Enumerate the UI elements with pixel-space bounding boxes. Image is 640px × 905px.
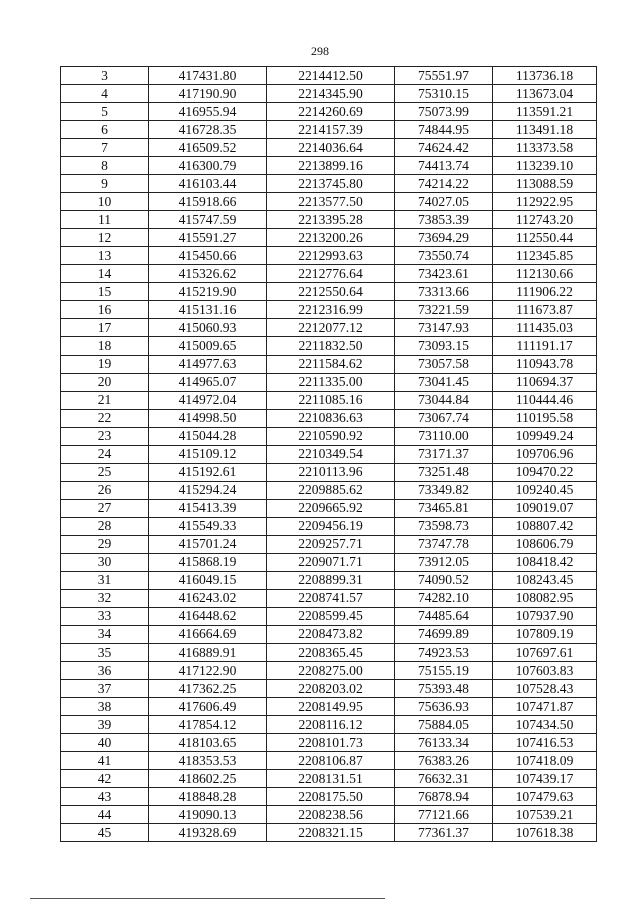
- value-d-cell: 107416.53: [493, 734, 597, 752]
- value-a-cell: 415918.66: [149, 193, 267, 211]
- table-row: [61, 716, 597, 734]
- value-a-cell: 416664.69: [149, 625, 267, 643]
- value-c-cell: 73912.05: [395, 553, 493, 571]
- value-a-cell: 416448.62: [149, 607, 267, 625]
- row-index-cell: 11: [61, 211, 149, 229]
- value-b-cell: 2212316.99: [267, 301, 395, 319]
- row-index-cell: 27: [61, 499, 149, 517]
- table-row: [61, 824, 597, 842]
- value-d-cell: 109949.24: [493, 427, 597, 445]
- table-row: [61, 409, 597, 427]
- value-c-cell: 73853.39: [395, 211, 493, 229]
- table-row: [61, 499, 597, 517]
- row-index-cell: 6: [61, 121, 149, 139]
- row-index-cell: 12: [61, 229, 149, 247]
- value-c-cell: 74923.53: [395, 644, 493, 662]
- row-index-cell: 37: [61, 680, 149, 698]
- value-d-cell: 107528.43: [493, 680, 597, 698]
- value-b-cell: 2213899.16: [267, 157, 395, 175]
- value-c-cell: 73044.84: [395, 391, 493, 409]
- table-row: [61, 734, 597, 752]
- row-index-cell: 21: [61, 391, 149, 409]
- table-row: [61, 644, 597, 662]
- value-b-cell: 2208321.15: [267, 824, 395, 842]
- value-c-cell: 74413.74: [395, 157, 493, 175]
- value-a-cell: 415044.28: [149, 427, 267, 445]
- row-index-cell: 17: [61, 319, 149, 337]
- value-b-cell: 2208101.73: [267, 734, 395, 752]
- value-b-cell: 2208116.12: [267, 716, 395, 734]
- row-index-cell: 24: [61, 445, 149, 463]
- value-d-cell: 109706.96: [493, 445, 597, 463]
- value-b-cell: 2209665.92: [267, 499, 395, 517]
- coordinate-table: [60, 66, 597, 842]
- value-c-cell: 73110.00: [395, 427, 493, 445]
- row-index-cell: 16: [61, 301, 149, 319]
- row-index-cell: 28: [61, 517, 149, 535]
- value-c-cell: 74214.22: [395, 175, 493, 193]
- value-d-cell: 112922.95: [493, 193, 597, 211]
- row-index-cell: 35: [61, 644, 149, 662]
- value-d-cell: 110694.37: [493, 373, 597, 391]
- table-row: [61, 283, 597, 301]
- row-index-cell: 14: [61, 265, 149, 283]
- table-row: [61, 121, 597, 139]
- value-c-cell: 73221.59: [395, 301, 493, 319]
- table-row: [61, 806, 597, 824]
- row-index-cell: 23: [61, 427, 149, 445]
- value-a-cell: 414998.50: [149, 409, 267, 427]
- row-index-cell: 29: [61, 535, 149, 553]
- value-a-cell: 417606.49: [149, 698, 267, 716]
- value-d-cell: 110444.46: [493, 391, 597, 409]
- row-index-cell: 44: [61, 806, 149, 824]
- value-a-cell: 414972.04: [149, 391, 267, 409]
- value-c-cell: 74699.89: [395, 625, 493, 643]
- table-row: [61, 752, 597, 770]
- value-d-cell: 113373.58: [493, 139, 597, 157]
- row-index-cell: 5: [61, 103, 149, 121]
- value-d-cell: 107603.83: [493, 662, 597, 680]
- value-a-cell: 418353.53: [149, 752, 267, 770]
- value-d-cell: 112345.85: [493, 247, 597, 265]
- table-row: [61, 337, 597, 355]
- value-d-cell: 113673.04: [493, 85, 597, 103]
- value-d-cell: 112130.66: [493, 265, 597, 283]
- row-index-cell: 25: [61, 463, 149, 481]
- value-a-cell: 419328.69: [149, 824, 267, 842]
- table-row: [61, 85, 597, 103]
- value-c-cell: 76632.31: [395, 770, 493, 788]
- page-number: 298: [311, 44, 329, 58]
- value-c-cell: 73747.78: [395, 535, 493, 553]
- value-a-cell: 417854.12: [149, 716, 267, 734]
- value-a-cell: 415450.66: [149, 247, 267, 265]
- value-d-cell: 107471.87: [493, 698, 597, 716]
- table-row: [61, 247, 597, 265]
- value-a-cell: 416103.44: [149, 175, 267, 193]
- value-a-cell: 416300.79: [149, 157, 267, 175]
- value-b-cell: 2211335.00: [267, 373, 395, 391]
- value-c-cell: 75073.99: [395, 103, 493, 121]
- value-c-cell: 76133.34: [395, 734, 493, 752]
- row-index-cell: 4: [61, 85, 149, 103]
- table-row: [61, 355, 597, 373]
- value-a-cell: 417362.25: [149, 680, 267, 698]
- value-b-cell: 2208599.45: [267, 607, 395, 625]
- value-b-cell: 2213200.26: [267, 229, 395, 247]
- value-c-cell: 73349.82: [395, 481, 493, 499]
- value-a-cell: 415701.24: [149, 535, 267, 553]
- value-a-cell: 415009.65: [149, 337, 267, 355]
- value-d-cell: 113491.18: [493, 121, 597, 139]
- value-c-cell: 77361.37: [395, 824, 493, 842]
- row-index-cell: 3: [61, 67, 149, 85]
- table-row: [61, 157, 597, 175]
- value-c-cell: 73057.58: [395, 355, 493, 373]
- value-b-cell: 2214036.64: [267, 139, 395, 157]
- row-index-cell: 20: [61, 373, 149, 391]
- row-index-cell: 13: [61, 247, 149, 265]
- value-c-cell: 73147.93: [395, 319, 493, 337]
- value-d-cell: 110943.78: [493, 355, 597, 373]
- value-b-cell: 2210113.96: [267, 463, 395, 481]
- row-index-cell: 32: [61, 589, 149, 607]
- value-d-cell: 107697.61: [493, 644, 597, 662]
- value-b-cell: 2211085.16: [267, 391, 395, 409]
- value-c-cell: 73423.61: [395, 265, 493, 283]
- value-b-cell: 2214260.69: [267, 103, 395, 121]
- value-d-cell: 107809.19: [493, 625, 597, 643]
- table-row: [61, 698, 597, 716]
- row-index-cell: 42: [61, 770, 149, 788]
- table-row: [61, 427, 597, 445]
- value-d-cell: 111435.03: [493, 319, 597, 337]
- row-index-cell: 22: [61, 409, 149, 427]
- value-c-cell: 75551.97: [395, 67, 493, 85]
- table-row: [61, 373, 597, 391]
- table-row: [61, 229, 597, 247]
- value-a-cell: 419090.13: [149, 806, 267, 824]
- row-index-cell: 19: [61, 355, 149, 373]
- value-d-cell: 109019.07: [493, 499, 597, 517]
- value-d-cell: 112550.44: [493, 229, 597, 247]
- value-d-cell: 113088.59: [493, 175, 597, 193]
- row-index-cell: 31: [61, 571, 149, 589]
- value-b-cell: 2208365.45: [267, 644, 395, 662]
- value-c-cell: 73171.37: [395, 445, 493, 463]
- table-row: [61, 463, 597, 481]
- value-c-cell: 74090.52: [395, 571, 493, 589]
- value-b-cell: 2208106.87: [267, 752, 395, 770]
- row-index-cell: 26: [61, 481, 149, 499]
- value-a-cell: 416889.91: [149, 644, 267, 662]
- row-index-cell: 8: [61, 157, 149, 175]
- value-b-cell: 2211584.62: [267, 355, 395, 373]
- value-a-cell: 415192.61: [149, 463, 267, 481]
- value-c-cell: 76878.94: [395, 788, 493, 806]
- value-d-cell: 110195.58: [493, 409, 597, 427]
- value-a-cell: 415109.12: [149, 445, 267, 463]
- table-row: [61, 265, 597, 283]
- value-c-cell: 74027.05: [395, 193, 493, 211]
- value-b-cell: 2209885.62: [267, 481, 395, 499]
- value-b-cell: 2208899.31: [267, 571, 395, 589]
- table-row: [61, 319, 597, 337]
- table-row: [61, 680, 597, 698]
- value-c-cell: 73550.74: [395, 247, 493, 265]
- value-c-cell: 73598.73: [395, 517, 493, 535]
- value-c-cell: 75636.93: [395, 698, 493, 716]
- value-a-cell: 415131.16: [149, 301, 267, 319]
- value-a-cell: 415413.39: [149, 499, 267, 517]
- table-body: [61, 67, 597, 842]
- value-b-cell: 2212993.63: [267, 247, 395, 265]
- value-b-cell: 2213395.28: [267, 211, 395, 229]
- table-row: [61, 607, 597, 625]
- value-b-cell: 2208203.02: [267, 680, 395, 698]
- value-d-cell: 112743.20: [493, 211, 597, 229]
- value-b-cell: 2208275.00: [267, 662, 395, 680]
- value-a-cell: 415747.59: [149, 211, 267, 229]
- row-index-cell: 18: [61, 337, 149, 355]
- value-a-cell: 415549.33: [149, 517, 267, 535]
- row-index-cell: 10: [61, 193, 149, 211]
- row-index-cell: 9: [61, 175, 149, 193]
- footer-divider: [30, 898, 385, 899]
- table-row: [61, 445, 597, 463]
- value-c-cell: 73313.66: [395, 283, 493, 301]
- value-c-cell: 74844.95: [395, 121, 493, 139]
- value-b-cell: 2210836.63: [267, 409, 395, 427]
- value-c-cell: 74485.64: [395, 607, 493, 625]
- row-index-cell: 33: [61, 607, 149, 625]
- table-row: [61, 535, 597, 553]
- value-d-cell: 107434.50: [493, 716, 597, 734]
- value-a-cell: 416243.02: [149, 589, 267, 607]
- table-row: [61, 103, 597, 121]
- value-b-cell: 2208149.95: [267, 698, 395, 716]
- value-b-cell: 2208473.82: [267, 625, 395, 643]
- value-a-cell: 415219.90: [149, 283, 267, 301]
- value-a-cell: 415591.27: [149, 229, 267, 247]
- table-row: [61, 662, 597, 680]
- value-a-cell: 415060.93: [149, 319, 267, 337]
- value-d-cell: 107479.63: [493, 788, 597, 806]
- table-row: [61, 211, 597, 229]
- value-d-cell: 111673.87: [493, 301, 597, 319]
- row-index-cell: 45: [61, 824, 149, 842]
- row-index-cell: 15: [61, 283, 149, 301]
- value-d-cell: 111191.17: [493, 337, 597, 355]
- value-a-cell: 417190.90: [149, 85, 267, 103]
- value-d-cell: 108243.45: [493, 571, 597, 589]
- value-b-cell: 2212550.64: [267, 283, 395, 301]
- value-d-cell: 108807.42: [493, 517, 597, 535]
- table-row: [61, 770, 597, 788]
- value-c-cell: 75155.19: [395, 662, 493, 680]
- value-d-cell: 113736.18: [493, 67, 597, 85]
- value-b-cell: 2214157.39: [267, 121, 395, 139]
- value-b-cell: 2213577.50: [267, 193, 395, 211]
- table-row: [61, 571, 597, 589]
- row-index-cell: 7: [61, 139, 149, 157]
- value-d-cell: 107418.09: [493, 752, 597, 770]
- value-d-cell: 107439.17: [493, 770, 597, 788]
- value-b-cell: 2209257.71: [267, 535, 395, 553]
- value-a-cell: 416955.94: [149, 103, 267, 121]
- value-d-cell: 107618.38: [493, 824, 597, 842]
- value-b-cell: 2210349.54: [267, 445, 395, 463]
- table-row: [61, 589, 597, 607]
- value-a-cell: 418103.65: [149, 734, 267, 752]
- value-b-cell: 2214412.50: [267, 67, 395, 85]
- value-a-cell: 414965.07: [149, 373, 267, 391]
- row-index-cell: 40: [61, 734, 149, 752]
- value-b-cell: 2208131.51: [267, 770, 395, 788]
- value-a-cell: 415326.62: [149, 265, 267, 283]
- value-b-cell: 2208175.50: [267, 788, 395, 806]
- table-row: [61, 391, 597, 409]
- value-a-cell: 416049.15: [149, 571, 267, 589]
- row-index-cell: 30: [61, 553, 149, 571]
- value-b-cell: 2208741.57: [267, 589, 395, 607]
- table-row: [61, 788, 597, 806]
- value-c-cell: 74624.42: [395, 139, 493, 157]
- table-row: [61, 67, 597, 85]
- value-c-cell: 73041.45: [395, 373, 493, 391]
- value-c-cell: 75884.05: [395, 716, 493, 734]
- value-d-cell: 107937.90: [493, 607, 597, 625]
- value-d-cell: 111906.22: [493, 283, 597, 301]
- value-c-cell: 73694.29: [395, 229, 493, 247]
- row-index-cell: 39: [61, 716, 149, 734]
- value-c-cell: 77121.66: [395, 806, 493, 824]
- value-c-cell: 74282.10: [395, 589, 493, 607]
- table-row: [61, 301, 597, 319]
- value-c-cell: 73251.48: [395, 463, 493, 481]
- value-b-cell: 2208238.56: [267, 806, 395, 824]
- row-index-cell: 34: [61, 625, 149, 643]
- value-d-cell: 108606.79: [493, 535, 597, 553]
- value-c-cell: 73067.74: [395, 409, 493, 427]
- value-c-cell: 75393.48: [395, 680, 493, 698]
- value-d-cell: 113591.21: [493, 103, 597, 121]
- value-d-cell: 107539.21: [493, 806, 597, 824]
- value-c-cell: 76383.26: [395, 752, 493, 770]
- value-d-cell: 109240.45: [493, 481, 597, 499]
- row-index-cell: 41: [61, 752, 149, 770]
- table-row: [61, 517, 597, 535]
- row-index-cell: 43: [61, 788, 149, 806]
- row-index-cell: 38: [61, 698, 149, 716]
- value-b-cell: 2211832.50: [267, 337, 395, 355]
- value-c-cell: 73465.81: [395, 499, 493, 517]
- value-a-cell: 416509.52: [149, 139, 267, 157]
- value-b-cell: 2209071.71: [267, 553, 395, 571]
- value-b-cell: 2212077.12: [267, 319, 395, 337]
- table-row: [61, 625, 597, 643]
- value-d-cell: 108418.42: [493, 553, 597, 571]
- value-a-cell: 415868.19: [149, 553, 267, 571]
- table-row: [61, 175, 597, 193]
- table-row: [61, 193, 597, 211]
- value-b-cell: 2213745.80: [267, 175, 395, 193]
- value-b-cell: 2210590.92: [267, 427, 395, 445]
- value-a-cell: 418848.28: [149, 788, 267, 806]
- value-a-cell: 417431.80: [149, 67, 267, 85]
- value-a-cell: 417122.90: [149, 662, 267, 680]
- value-c-cell: 75310.15: [395, 85, 493, 103]
- value-d-cell: 108082.95: [493, 589, 597, 607]
- table-row: [61, 553, 597, 571]
- value-a-cell: 418602.25: [149, 770, 267, 788]
- table-row: [61, 481, 597, 499]
- value-d-cell: 109470.22: [493, 463, 597, 481]
- value-c-cell: 73093.15: [395, 337, 493, 355]
- value-b-cell: 2209456.19: [267, 517, 395, 535]
- value-a-cell: 415294.24: [149, 481, 267, 499]
- value-d-cell: 113239.10: [493, 157, 597, 175]
- value-a-cell: 414977.63: [149, 355, 267, 373]
- value-a-cell: 416728.35: [149, 121, 267, 139]
- value-b-cell: 2212776.64: [267, 265, 395, 283]
- table-row: [61, 139, 597, 157]
- value-b-cell: 2214345.90: [267, 85, 395, 103]
- row-index-cell: 36: [61, 662, 149, 680]
